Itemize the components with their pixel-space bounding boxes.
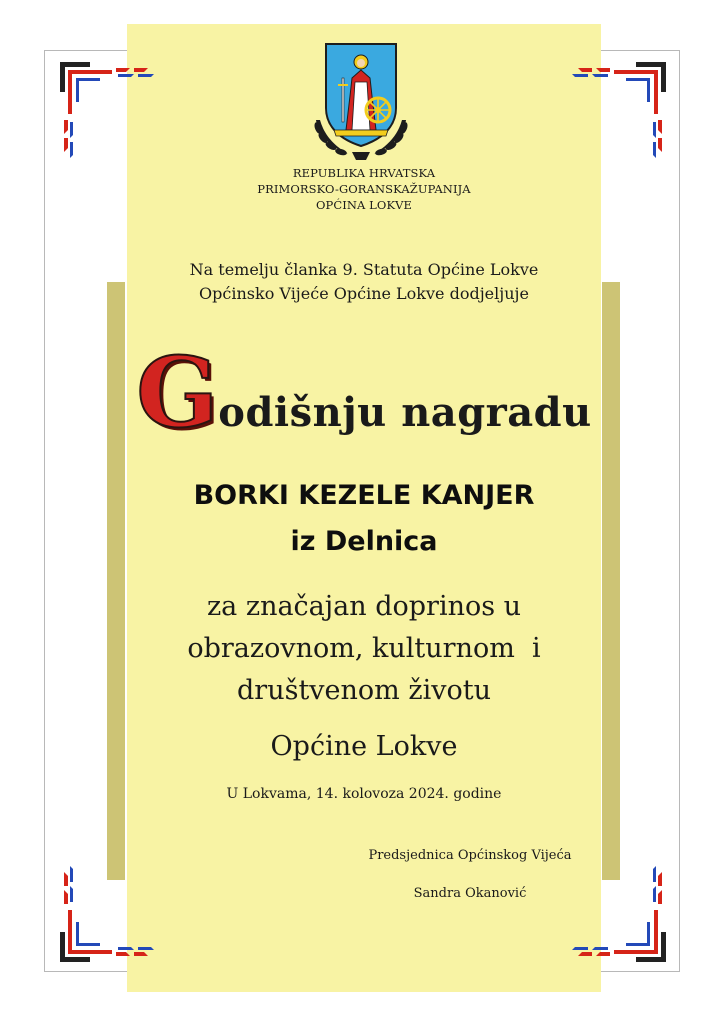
reason-line-3: društvenom životu [237, 675, 491, 706]
left-side-band [107, 282, 125, 880]
header-line-country: REPUBLIKA HRVATSKA [292, 166, 436, 180]
coat-of-arms-icon [308, 38, 414, 164]
ornament-icon [54, 856, 164, 966]
corner-ornament-bottom-left [54, 856, 164, 966]
header-line-county: PRIMORSKO-GORANSKAŽUPANIJA [257, 182, 471, 196]
recipient-place: iz Delnica [290, 526, 438, 557]
corner-ornament-bottom-right [562, 856, 672, 966]
recipient-name: BORKI KEZELE KANJER [193, 480, 535, 511]
reason-line-4: Općine Lokve [270, 731, 458, 762]
intro-line-1: Na temelju članka 9. Statuta Općine Lokve [189, 260, 539, 279]
intro-line-2: Općinsko Vijeće Općine Lokve dodjeljuje [199, 284, 529, 303]
award-title-initial: G [136, 336, 219, 449]
reason-line-2: obrazovnom, kulturnom i [187, 633, 541, 664]
reason-line-1: za značajan doprinos u [206, 591, 522, 622]
corner-ornament-top-left [54, 58, 164, 168]
ornament-icon [562, 58, 672, 168]
signature-title: Predsjednica Općinskog Vijeća [368, 848, 572, 863]
ornament-icon [562, 856, 672, 966]
right-side-band [602, 282, 620, 880]
corner-ornament-top-right [562, 58, 672, 168]
signature-name: Sandra Okanović [413, 886, 527, 901]
date-line: U Lokvama, 14. kolovoza 2024. godine [226, 786, 502, 802]
award-title-rest: odišnju nagradu [218, 389, 592, 436]
award-title [127, 338, 601, 468]
ornament-icon [54, 58, 164, 168]
header-line-municipality: OPĆINA LOKVE [315, 198, 413, 212]
